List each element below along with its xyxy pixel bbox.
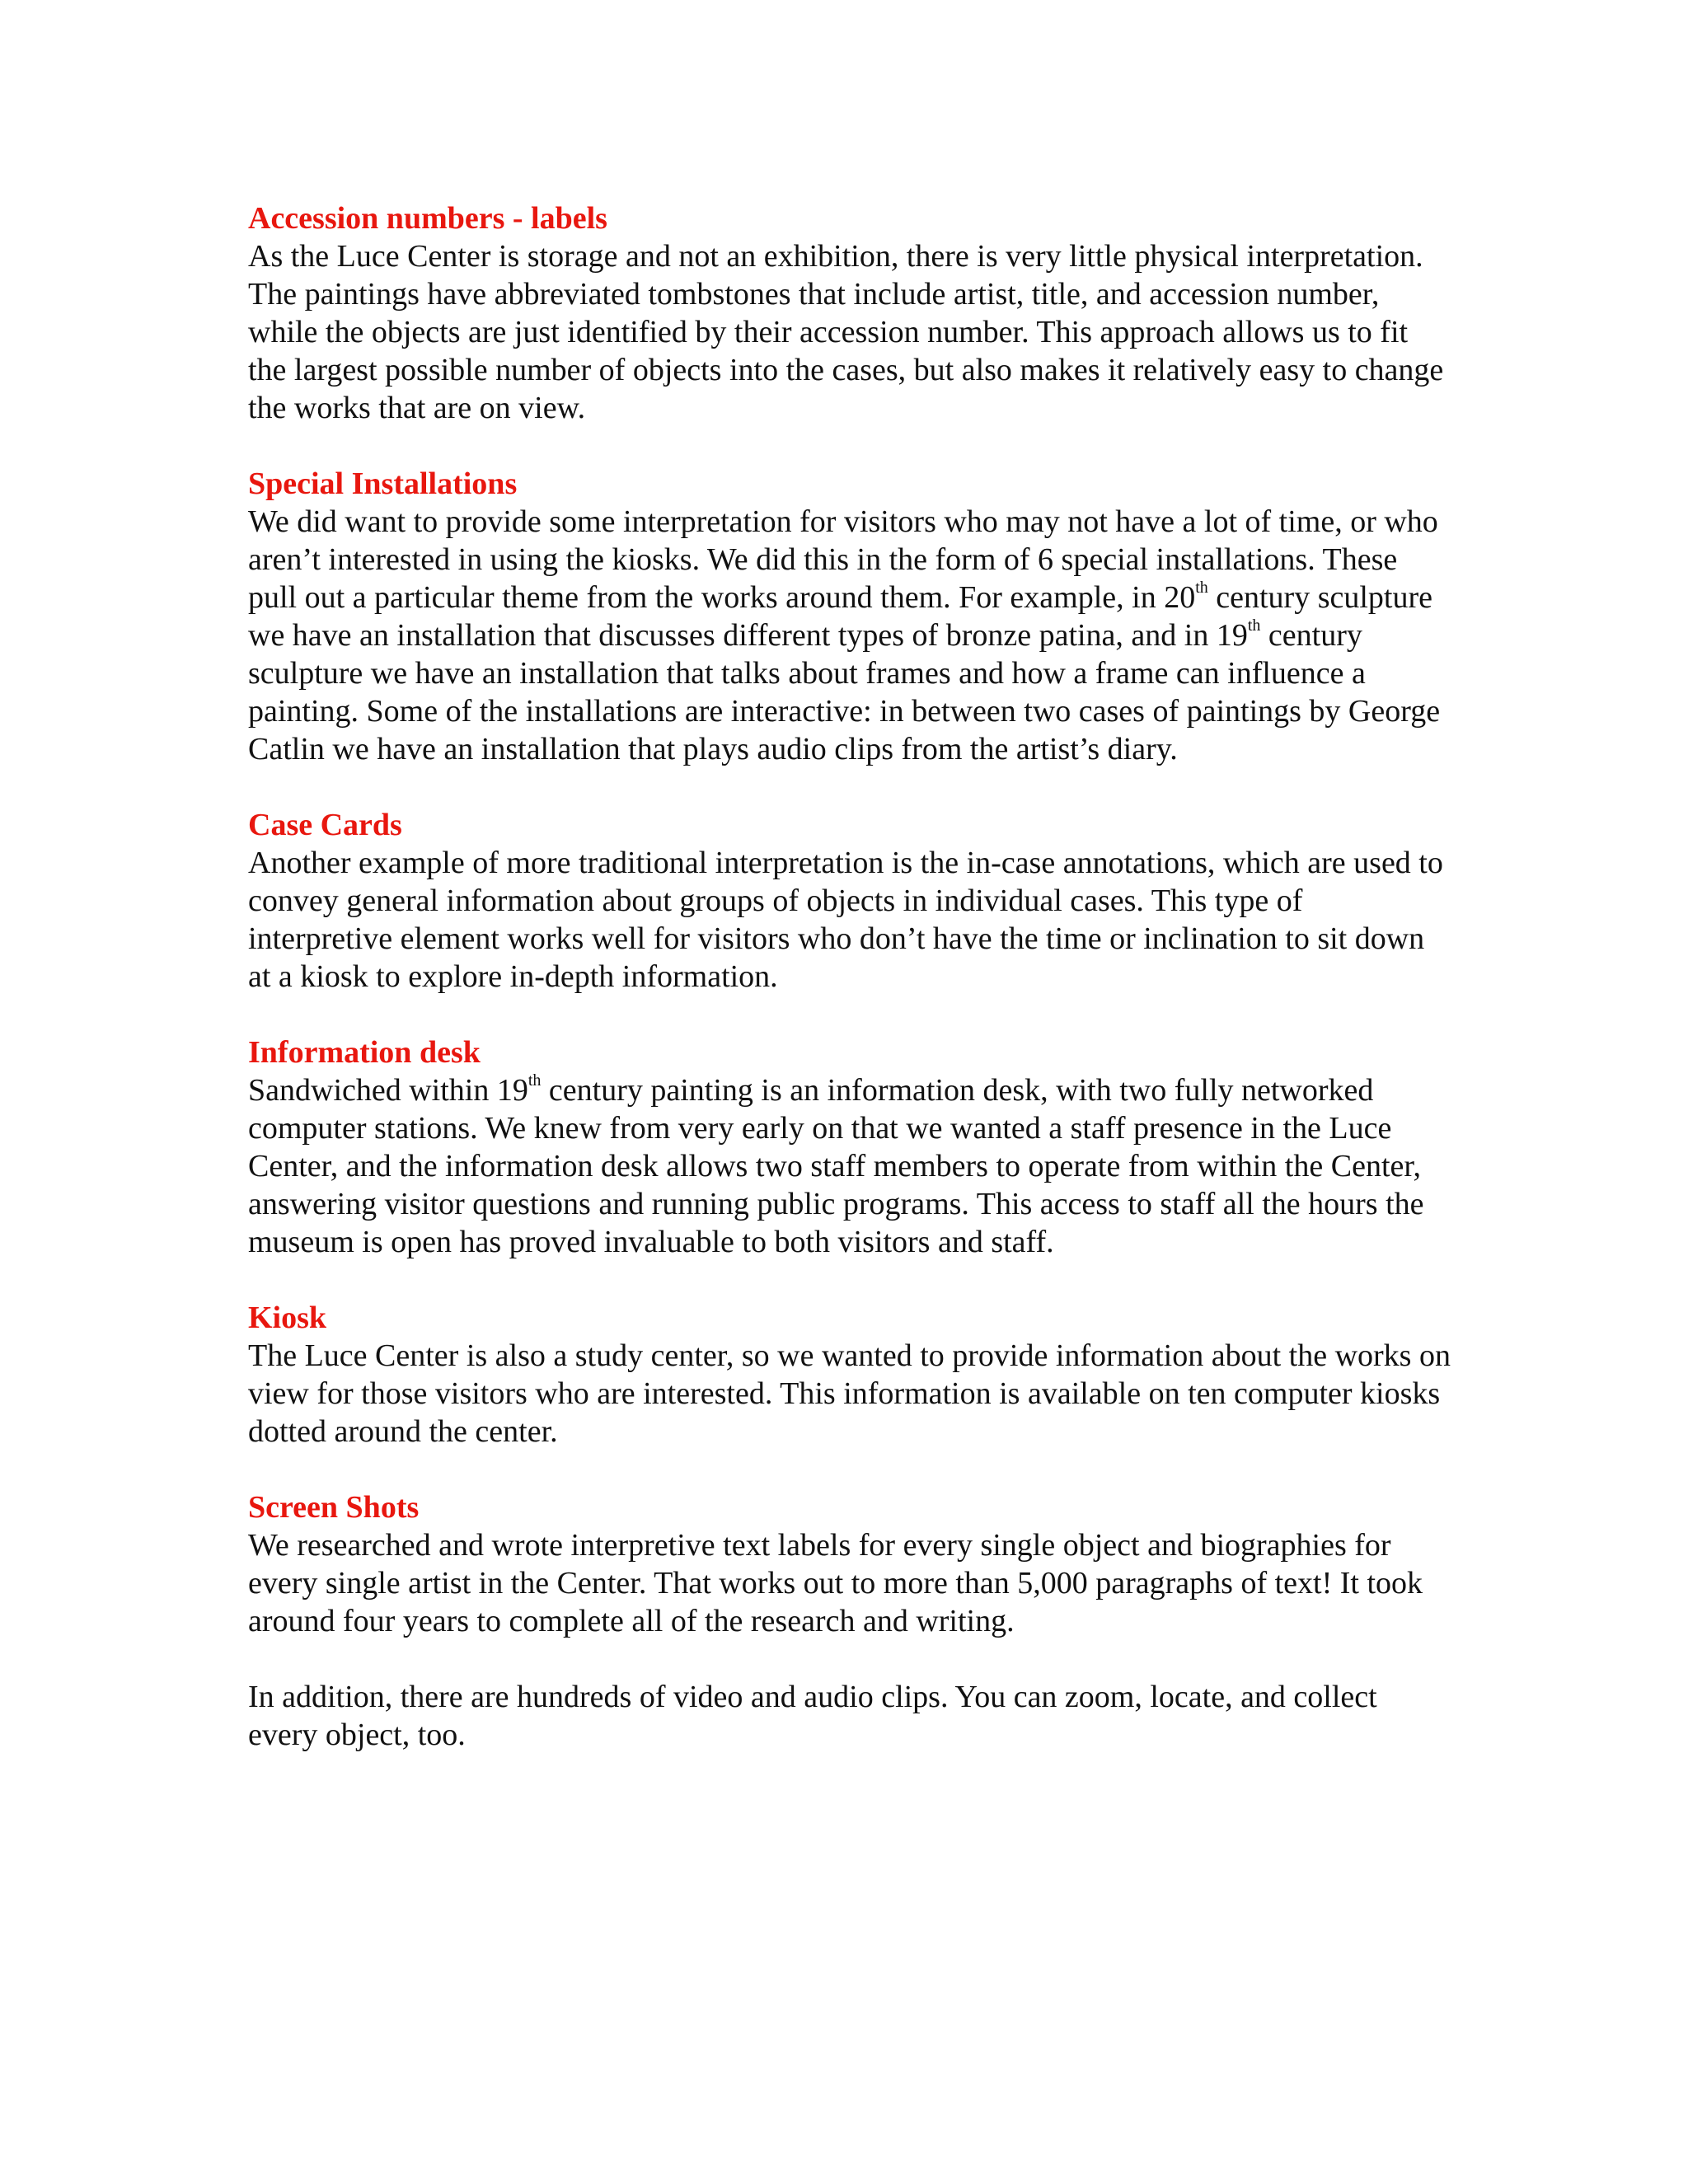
ordinal-suffix: th: [528, 1071, 542, 1090]
section-case-cards: [248, 806, 1451, 996]
paragraph-text: We did want to provide some interpretation for visitors who may not have a lot of time, or who aren’t interested in using the kiosks. We did this in the form of 6 special installations. These pull out a particular theme from the works around them. For example, in 20: [248, 504, 1438, 615]
ordinal-suffix: th: [1195, 579, 1208, 598]
paragraph-text: century painting is an information desk, with two fully networked computer stations. We knew from very early on that we wanted a staff presence in the Luce Center, and the information desk allows two staff members to operate from within the Center, answering visitor questions and running public programs. This access to staff all the hours the museum is open has proved invaluable to both visitors and staff.: [248, 1073, 1424, 1259]
paragraph-text: century sculpture we have an installation that talks about frames and how a frame can influence a painting. Some of the installations are interactive: in between two cases of paintings by George Catlin we have an installation that plays audio clips from the artist’s diary.: [248, 618, 1441, 766]
section-kiosk: [248, 1299, 1451, 1451]
section-paragraph: In addition, there are hundreds of video and audio clips. You can zoom, locate, and collect every object, too.: [248, 1680, 1377, 1752]
paragraph-text: Sandwiched within 19: [248, 1073, 528, 1108]
section-heading: Information desk: [248, 1035, 481, 1070]
section-special-installations: [248, 465, 1451, 768]
section-heading: Screen Shots: [248, 1490, 420, 1525]
section-paragraph: The Luce Center is also a study center, so we wanted to provide information about the works on view for those visitors who are interested. This information is available on ten computer kiosks dotted around the center.: [248, 1338, 1451, 1449]
document-body: [248, 199, 1451, 1792]
section-heading: Kiosk: [248, 1301, 327, 1335]
section-information-desk: [248, 1033, 1451, 1261]
section-paragraph: As the Luce Center is storage and not an exhibition, there is very little physical interpretation. The paintings have abbreviated tombstones that include artist, title, and accession number, while the objects are just identified by their accession number. This approach allows us to fit the largest possible number of objects into the cases, but also makes it relatively easy to change the works that are on view.: [248, 239, 1444, 425]
paragraph-text: century sculpture we have an installation that discusses different types of bronze patina, and in 19: [248, 580, 1432, 653]
section-paragraph: We researched and wrote interpretive text labels for every single object and biographies for every single artist in the Center. That works out to more than 5,000 paragraphs of text! It took around four years to complete all of the research and writing.: [248, 1528, 1423, 1638]
section-heading: Case Cards: [248, 808, 402, 842]
ordinal-suffix: th: [1247, 616, 1261, 635]
section-screen-shots: [248, 1488, 1451, 1754]
section-accession-numbers: [248, 199, 1451, 427]
section-paragraph: Another example of more traditional interpretation is the in-case annotations, which are used to convey general information about groups of objects in individual cases. This type of interpretive element works well for visitors who don’t have the time or inclination to sit down at a kiosk to explore in-depth information.: [248, 846, 1443, 994]
section-paragraph: [248, 503, 1451, 768]
section-paragraph: [248, 1071, 1451, 1261]
section-heading: Accession numbers - labels: [248, 201, 607, 236]
section-heading: Special Installations: [248, 466, 518, 501]
